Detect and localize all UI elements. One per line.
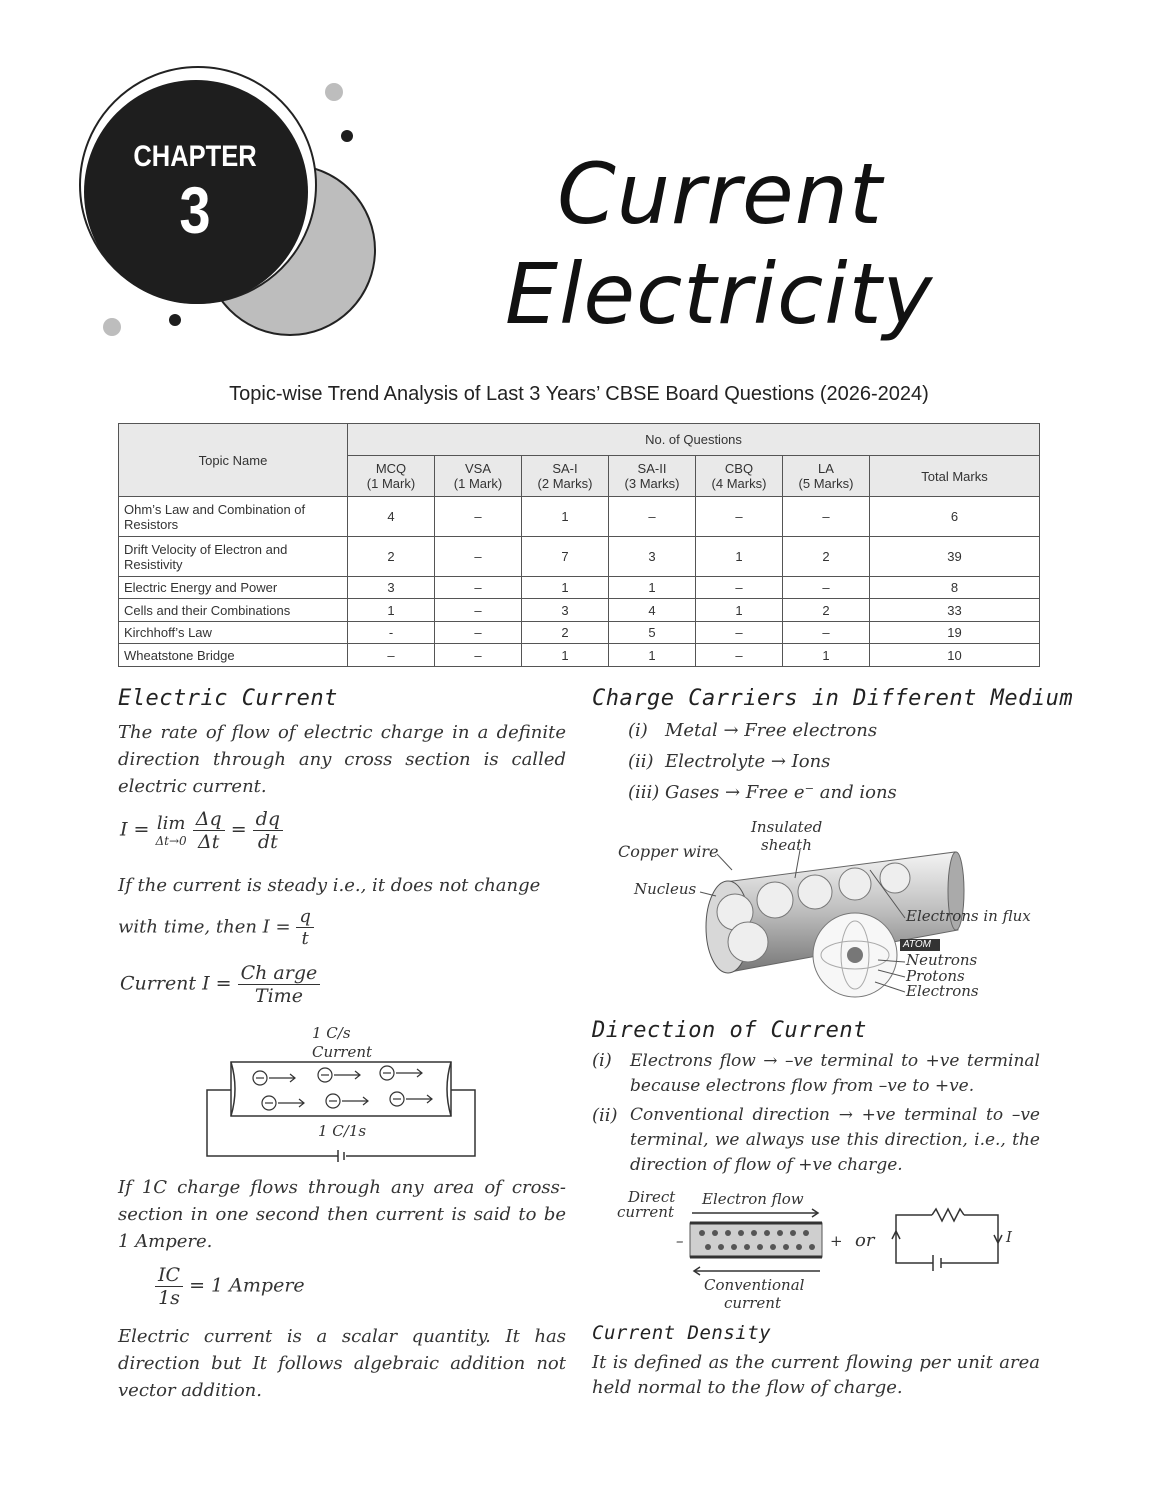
total-cell: 19 [870,622,1040,644]
dir-item-num: (ii) [592,1105,618,1126]
dc-label-minus: – [676,1232,684,1250]
value-cell: 2 [348,537,435,577]
column-marks: (2 Marks) [537,476,593,491]
total-cell: 6 [870,497,1040,537]
para-steady: If the current is steady i.e., it does not change [118,875,541,896]
column-name: SA-I [552,461,578,476]
value-cell: – [435,644,522,667]
formula-ampere [155,1264,305,1309]
value-cell: 2 [522,622,609,644]
value-cell: 1 [609,644,696,667]
value-cell: 1 [522,497,609,537]
dc-label-direct: Direct [628,1188,676,1206]
column-marks: (4 Marks) [711,476,767,491]
topic-cell: Electric Energy and Power [119,577,348,599]
formula-ic: IC [155,1264,183,1287]
column-marks: (1 Mark) [453,476,503,491]
formula-time: Time [254,985,303,1007]
carrier-item: (iii) Gases → Free e⁻ and ions [628,782,897,803]
formula-charge-time [120,962,320,1007]
heading-electric-current: Electric Current [118,686,338,711]
column-header [609,456,696,497]
formula-charge: Ch arge [238,962,321,985]
group-header: No. of Questions [348,424,1040,456]
wire-label-nucleus: Nucleus [634,880,697,898]
conductor-diagram [205,1058,480,1168]
value-cell: 2 [783,537,870,577]
formula-steady-text: with time, then I = [118,916,291,938]
wire-label-protons: Protons [906,967,965,985]
topic-cell: Drift Velocity of Electron and Resistivity [119,537,348,577]
column-name: MCQ [375,461,407,476]
formula-limit [120,808,283,853]
table-row [119,537,1040,577]
chapter-number: 3 [179,173,211,247]
column-header [435,456,522,497]
value-cell: 3 [609,537,696,577]
table-row [119,577,1040,599]
para-scalar: Electric current is a scalar quantity. It has direction but It follows algebraic addition not vector addition. [118,1326,566,1401]
value-cell: – [435,497,522,537]
dir-item-text: Conventional direction → +ve terminal to –ve terminal, we always use this direction, i.e., the direction of flow of +ve charge. [630,1105,1040,1175]
value-cell: – [783,497,870,537]
value-cell: 7 [522,537,609,577]
formula-q: q [296,906,314,928]
value-cell: – [696,644,783,667]
table-title: Topic-wise Trend Analysis of Last 3 Years’ CBSE Board Questions (2026-2024) [229,383,929,405]
topic-cell: Ohm’s Law and Combination of Resistors [119,497,348,537]
value-cell: 1 [609,577,696,599]
value-cell: – [435,537,522,577]
wire-label-atom: ATOM [903,939,931,950]
para-ampere: If 1C charge flows through any area of cross-section in one second then current is said to be 1 Ampere. [118,1177,566,1252]
value-cell: 1 [696,537,783,577]
value-cell: – [435,622,522,644]
value-cell: 1 [696,599,783,622]
column-marks: (3 Marks) [624,476,680,491]
value-cell: – [609,497,696,537]
page-title-line2: Electricity [505,245,934,343]
dc-label-plus: + [830,1232,843,1250]
topic-cell: Kirchhoff’s Law [119,622,348,644]
formula-num2: dq [253,808,283,831]
value-cell: 3 [522,599,609,622]
value-cell: - [348,622,435,644]
carrier-item: (i) Metal → Free electrons [628,720,878,741]
wire-label-copper: Copper wire [618,842,719,861]
value-cell: – [696,622,783,644]
column-name: CBQ [724,461,754,476]
column-header [696,456,783,497]
table-row [119,644,1040,667]
formula-lim-sub: Δt→0 [155,834,187,848]
chapter-label: CHAPTER [133,140,257,173]
table-row [119,622,1040,644]
table-row [119,599,1040,622]
dir-item-text: Electrons flow → –ve terminal to +ve terminal because electrons flow from –ve to +ve. [630,1051,1040,1096]
wire-label-electrons: Electrons [906,982,979,1000]
value-cell: – [348,644,435,667]
dc-diagram [670,1205,1030,1285]
value-cell: 3 [348,577,435,599]
formula-1s: 1s [158,1287,180,1309]
value-cell: – [696,577,783,599]
value-cell: – [435,599,522,622]
column-marks: (1 Mark) [366,476,416,491]
value-cell: 4 [609,599,696,622]
column-header [348,456,435,497]
total-header: Total Marks [870,456,1040,497]
topic-header: Topic Name [119,424,348,497]
total-cell: 8 [870,577,1040,599]
wire-label-neutrons: Neutrons [906,951,978,969]
diagram-label-bottom: 1 C/1s [318,1122,367,1140]
wire-label-flux: Electrons in flux [906,907,1031,925]
formula-t: t [301,928,309,949]
value-cell: – [696,497,783,537]
formula-eq: = [230,818,247,841]
value-cell: 5 [609,622,696,644]
total-cell: 39 [870,537,1040,577]
formula-current-lhs: Current I = [120,972,232,995]
formula-den2: dt [257,831,278,853]
carrier-item: (ii) Electrolyte → Ions [628,751,831,772]
formula-num1: Δq [193,808,225,831]
value-cell: – [435,577,522,599]
value-cell: – [783,577,870,599]
dc-label-i: I [1006,1228,1012,1246]
wire-label-insulated: Insulated [751,818,823,836]
topic-cell: Cells and their Combinations [119,599,348,622]
para-definition: The rate of flow of electric charge in a definite direction through any cross section is called electric current. [118,722,566,797]
value-cell: 1 [783,644,870,667]
diagram-label-cs: 1 C/s [312,1024,351,1042]
formula-steady [118,906,314,949]
column-name: VSA [464,461,491,476]
page-title-line1: Current [557,145,883,243]
value-cell: 1 [348,599,435,622]
para-current-density: It is defined as the current flowing per unit area held normal to the flow of charge. [592,1352,1040,1398]
trend-table [118,423,1040,667]
column-header [783,456,870,497]
table-row [119,497,1040,537]
dir-item-num: (i) [592,1050,612,1071]
column-name: LA [818,461,834,476]
total-cell: 33 [870,599,1040,622]
topic-cell: Wheatstone Bridge [119,644,348,667]
wire-label-sheath: sheath [761,836,812,854]
heading-direction: Direction of Current [592,1018,867,1043]
value-cell: 1 [522,644,609,667]
dc-label-electron-flow: Electron flow [702,1190,804,1208]
value-cell: – [783,622,870,644]
heading-charge-carriers: Charge Carriers in Different Medium [592,686,1074,711]
formula-den1: Δt [198,831,220,853]
dc-label-or: or [855,1230,875,1251]
diagram-label-current: Current [312,1043,373,1061]
column-name: SA-II [637,461,667,476]
value-cell: 2 [783,599,870,622]
column-marks: (5 Marks) [798,476,854,491]
formula-lhs: I = [120,818,150,841]
total-cell: 10 [870,644,1040,667]
dc-label-current: current [617,1203,674,1221]
heading-current-density: Current Density [592,1322,772,1344]
dc-label-conventional: Conventional [704,1276,805,1294]
formula-ampere-rhs: = 1 Ampere [189,1274,305,1297]
value-cell: 1 [522,577,609,599]
column-header [522,456,609,497]
value-cell: 4 [348,497,435,537]
dc-label-conv-current: current [724,1294,781,1312]
formula-lim: lim [156,813,186,834]
